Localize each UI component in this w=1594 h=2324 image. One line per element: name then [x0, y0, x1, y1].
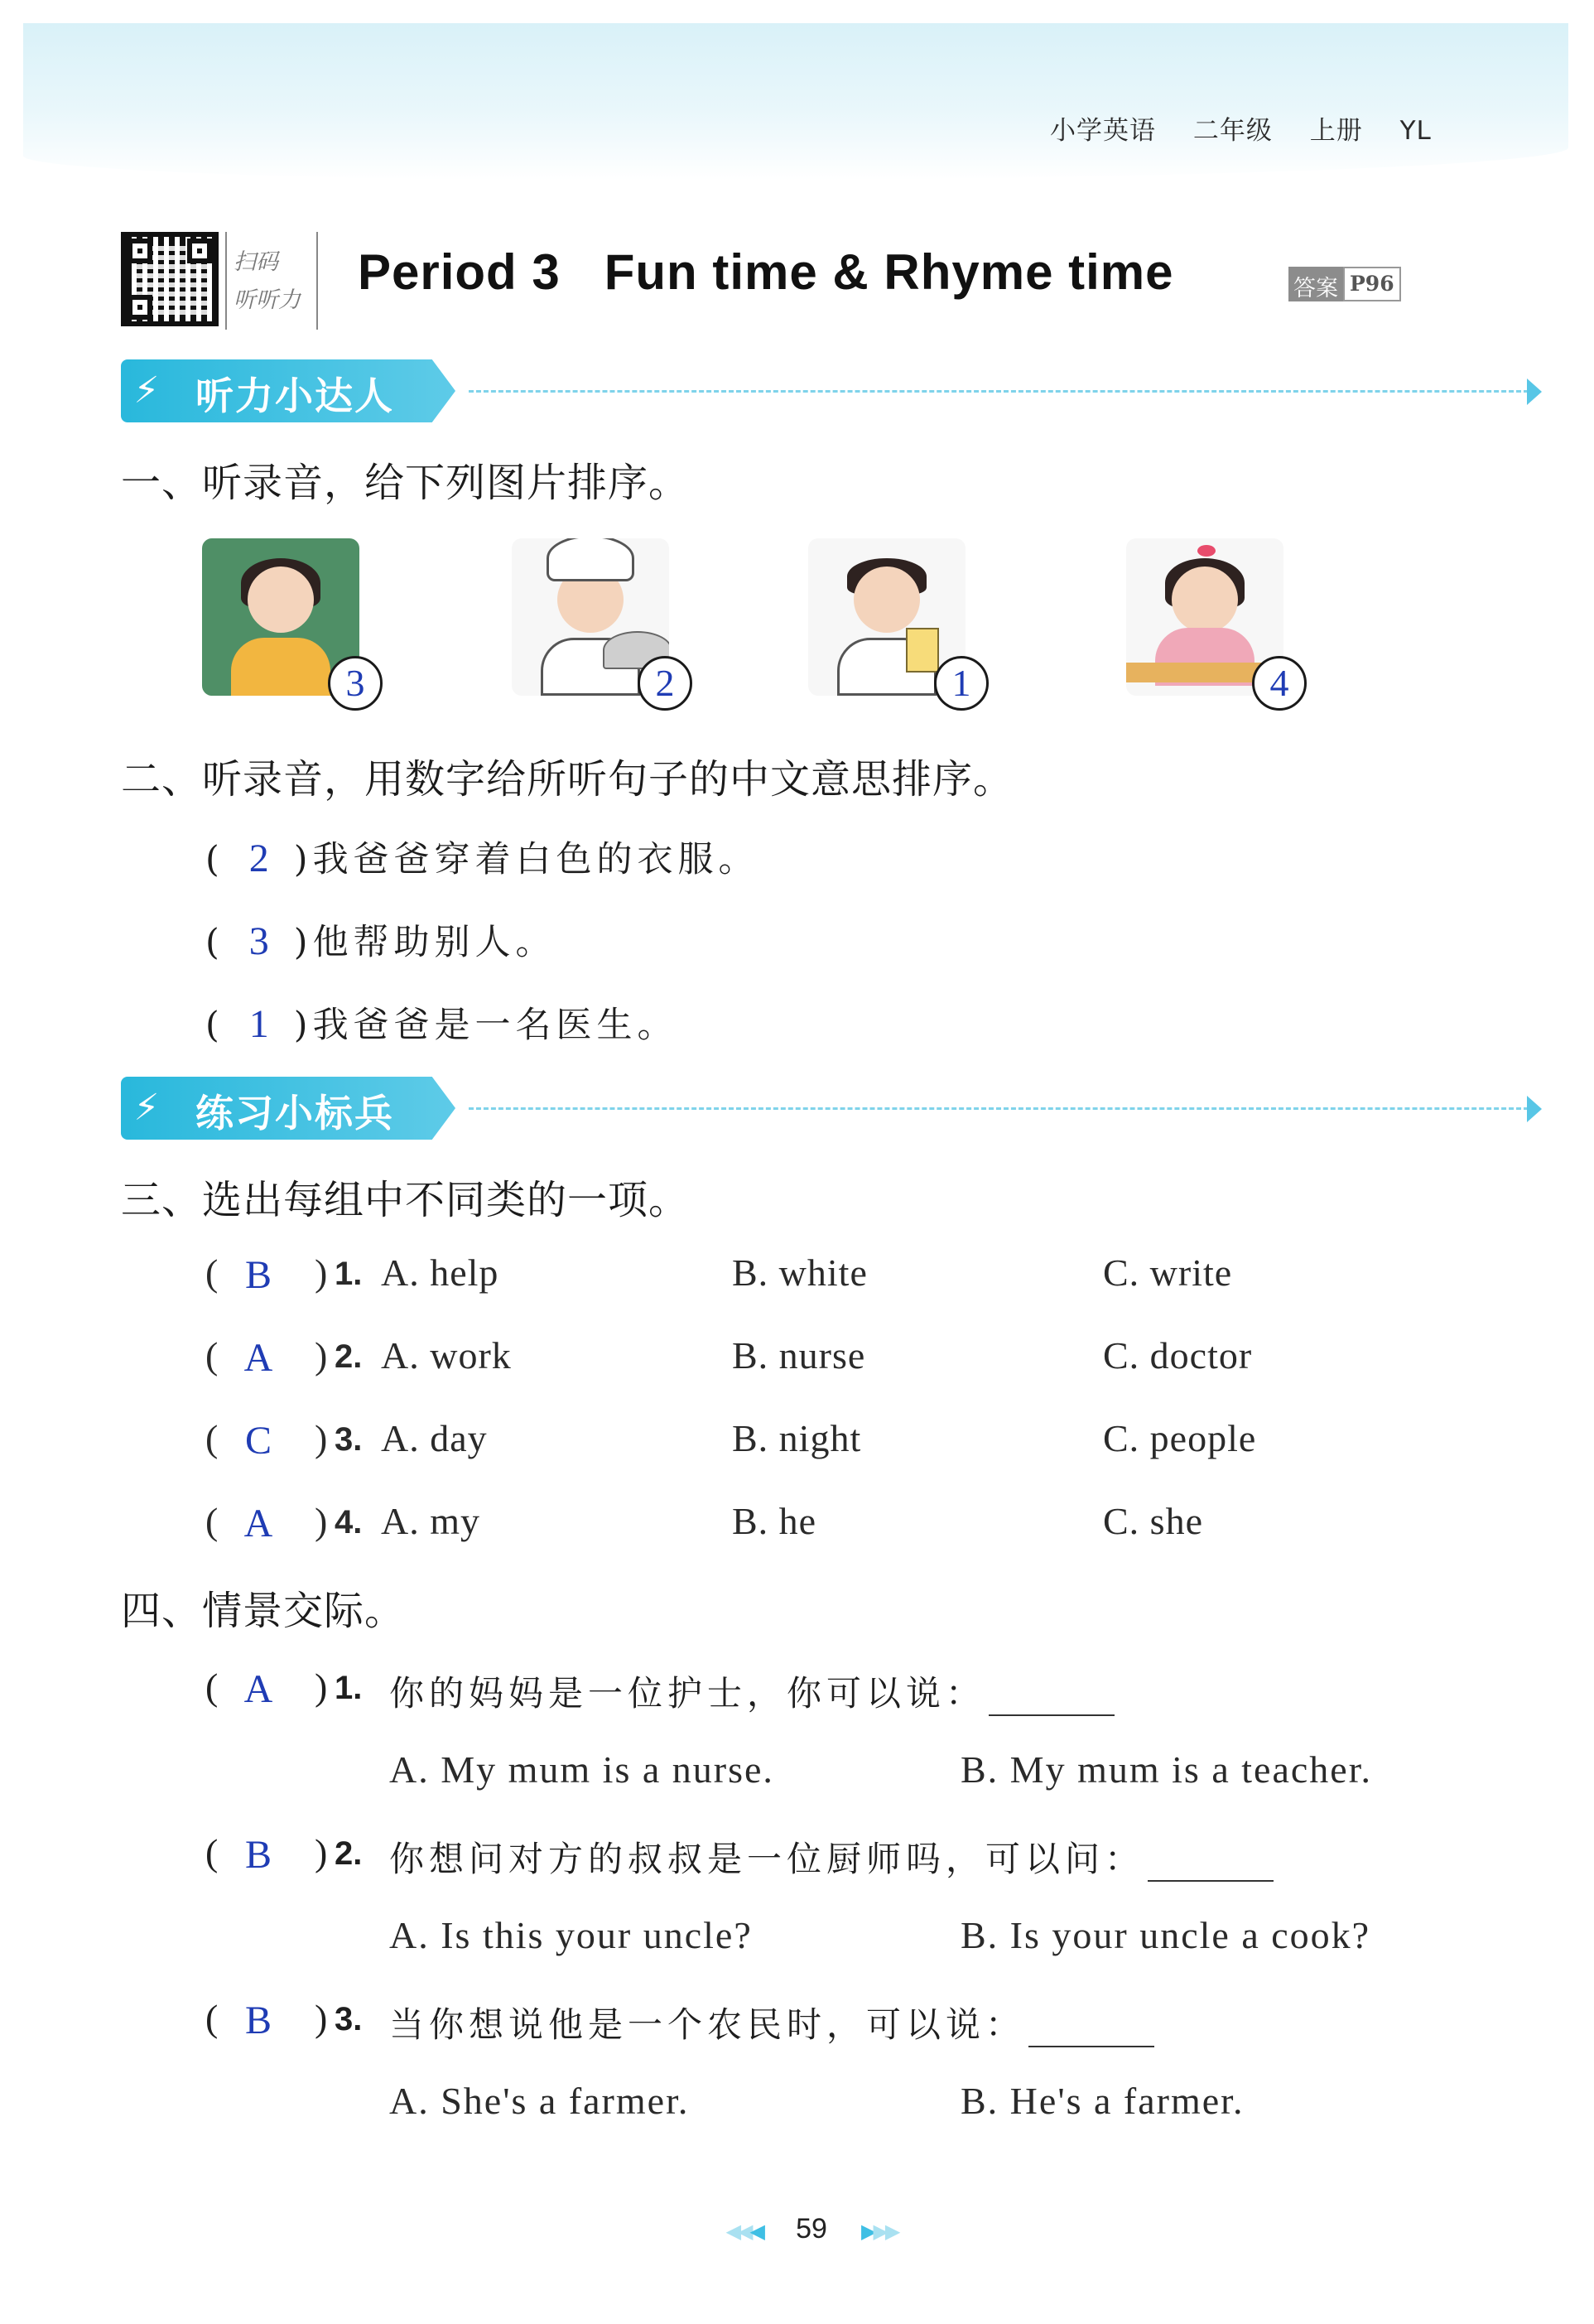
answer-blank[interactable]: [1028, 2014, 1154, 2047]
option-b[interactable]: B. My mum is a teacher.: [961, 1748, 1372, 1791]
item-number: 3.: [335, 2001, 363, 2037]
option-c[interactable]: C. people: [1103, 1417, 1257, 1459]
scan-label-line2: 听听力: [234, 287, 301, 313]
order-number: 1: [934, 656, 989, 711]
situation-row: ( B ) 3. 当你想说他是一个农民时，可以说：: [205, 1996, 1447, 2049]
page-footer: [646, 2213, 977, 2254]
answer-blank[interactable]: [1148, 1849, 1274, 1882]
option-a[interactable]: A. Is this your uncle?: [389, 1914, 753, 1956]
item-number: 1.: [335, 1256, 363, 1292]
question-4-title: 四、情景交际。: [121, 1588, 406, 1634]
situation-row: ( A ) 1. 你的妈妈是一位护士，你可以说：: [205, 1665, 1447, 1718]
order-number: 3: [328, 656, 383, 711]
next-arrow-icon-dark[interactable]: ▶: [861, 2220, 874, 2243]
choice-row: ( A ) 4. A. my B. he C. she: [205, 1500, 1203, 1545]
option-b[interactable]: B. night: [732, 1417, 862, 1459]
option-c[interactable]: C. doctor: [1103, 1334, 1253, 1377]
answer-reference: [1288, 267, 1401, 301]
close-paren: ): [293, 839, 313, 880]
sentence-text: 我爸爸穿着白色的衣服。: [312, 839, 759, 880]
close-paren: ): [293, 1005, 313, 1046]
picture-doctor: [808, 538, 971, 704]
answer-field[interactable]: A: [243, 1336, 273, 1380]
answer-field[interactable]: 1: [248, 1002, 269, 1046]
option-a[interactable]: A. work: [381, 1334, 512, 1377]
option-c[interactable]: C. write: [1103, 1251, 1233, 1294]
picture-teacher: [202, 538, 365, 704]
answer-field[interactable]: C: [244, 1419, 272, 1463]
choice-row: ( B ) 1. A. help B. white C. write: [205, 1251, 1233, 1297]
page-number: 59: [796, 2213, 827, 2244]
item-number: 2.: [335, 1338, 363, 1375]
option-b[interactable]: B. He's a farmer.: [961, 2080, 1245, 2122]
arrow-icon: [1527, 378, 1542, 405]
situation-text: 你想问对方的叔叔是一位厨师吗，可以问：: [389, 1839, 1145, 1879]
prev-arrow-icon-dark[interactable]: ◀: [749, 2220, 762, 2243]
section-label: 练习小标兵: [195, 1091, 394, 1135]
open-paren: (: [205, 839, 224, 880]
item-number: 2.: [335, 1835, 363, 1872]
option-b[interactable]: B. white: [732, 1251, 868, 1294]
scan-label-line1: 扫码: [234, 249, 278, 275]
arrow-icon: [1527, 1096, 1542, 1122]
option-a[interactable]: A. help: [381, 1251, 499, 1294]
option-b[interactable]: B. he: [732, 1500, 817, 1542]
situation-text: 当你想说他是一个农民时，可以说：: [389, 2004, 1026, 2045]
runner-icon: ⚡: [133, 1087, 160, 1129]
option-c[interactable]: C. she: [1103, 1500, 1203, 1542]
situation-text: 你的妈妈是一位护士，你可以说：: [389, 1673, 986, 1714]
item-number: 3.: [335, 1421, 363, 1458]
answer-field[interactable]: A: [243, 1667, 273, 1711]
edition-label: YL: [1399, 116, 1432, 146]
page-title: Period 3 Fun time & Rhyme time: [358, 244, 1174, 300]
sentence-text: 他帮助别人。: [312, 922, 556, 963]
question-2-title: 二、听录音，用数字给所听句子的中文意思排序。: [121, 756, 1014, 803]
option-a[interactable]: A. She's a farmer.: [389, 2080, 690, 2122]
order-row: [205, 832, 759, 882]
open-paren: (: [205, 1005, 224, 1046]
answer-page: P96: [1343, 267, 1401, 301]
volume-label: 上册: [1309, 116, 1363, 146]
sentence-text: 我爸爸是一名医生。: [312, 1005, 678, 1046]
section-label: 听力小达人: [195, 374, 394, 418]
item-number: 4.: [335, 1504, 363, 1540]
question-1-title: 一、听录音，给下列图片排序。: [121, 460, 690, 506]
option-a[interactable]: A. my: [381, 1500, 480, 1542]
order-row: [205, 997, 678, 1048]
option-b[interactable]: B. Is your uncle a cook?: [961, 1914, 1371, 1956]
subject-label: 小学英语: [1050, 116, 1156, 146]
answer-field[interactable]: B: [244, 1253, 272, 1297]
divider: [469, 1107, 1529, 1110]
option-row: [389, 1913, 1594, 1963]
answer-field[interactable]: 2: [248, 837, 269, 880]
grade-label: 二年级: [1192, 116, 1273, 146]
option-a[interactable]: A. My mum is a nurse.: [389, 1748, 774, 1791]
order-number: 4: [1252, 656, 1307, 711]
option-row: [389, 1748, 1594, 1797]
prev-arrow-icon[interactable]: ◀◀: [725, 2220, 750, 2243]
picture-student: [1126, 538, 1289, 704]
option-b[interactable]: B. nurse: [732, 1334, 866, 1377]
option-a[interactable]: A. day: [381, 1417, 488, 1459]
order-row: [205, 914, 556, 965]
situation-row: ( B ) 2. 你想问对方的叔叔是一位厨师吗，可以问：: [205, 1830, 1447, 1883]
option-row: [389, 2079, 1594, 2129]
section-header-practice: [121, 1077, 1429, 1140]
question-3-title: 三、选出每组中不同类的一项。: [121, 1177, 690, 1223]
divider: [469, 390, 1529, 393]
answer-label: 答案: [1288, 267, 1343, 301]
scan-to-listen-label: [225, 232, 318, 330]
runner-icon: ⚡: [133, 369, 160, 412]
book-info: [1050, 109, 1460, 147]
section-header-listening: [121, 359, 1429, 422]
answer-field[interactable]: A: [243, 1502, 273, 1545]
answer-blank[interactable]: [989, 1683, 1115, 1716]
next-arrow-icon[interactable]: ▶▶: [873, 2220, 898, 2243]
answer-field[interactable]: B: [244, 1999, 272, 2042]
choice-row: ( C ) 3. A. day B. night C. people: [205, 1417, 1257, 1463]
answer-field[interactable]: 3: [248, 919, 269, 963]
answer-field[interactable]: B: [244, 1833, 272, 1877]
qr-code-icon[interactable]: [121, 232, 219, 326]
item-number: 1.: [335, 1670, 363, 1706]
close-paren: ): [293, 922, 313, 963]
choice-row: ( A ) 2. A. work B. nurse C. doctor: [205, 1334, 1253, 1380]
picture-cook: [512, 538, 675, 704]
open-paren: (: [205, 922, 224, 963]
order-number: 2: [638, 656, 692, 711]
header-band: [23, 23, 1568, 181]
